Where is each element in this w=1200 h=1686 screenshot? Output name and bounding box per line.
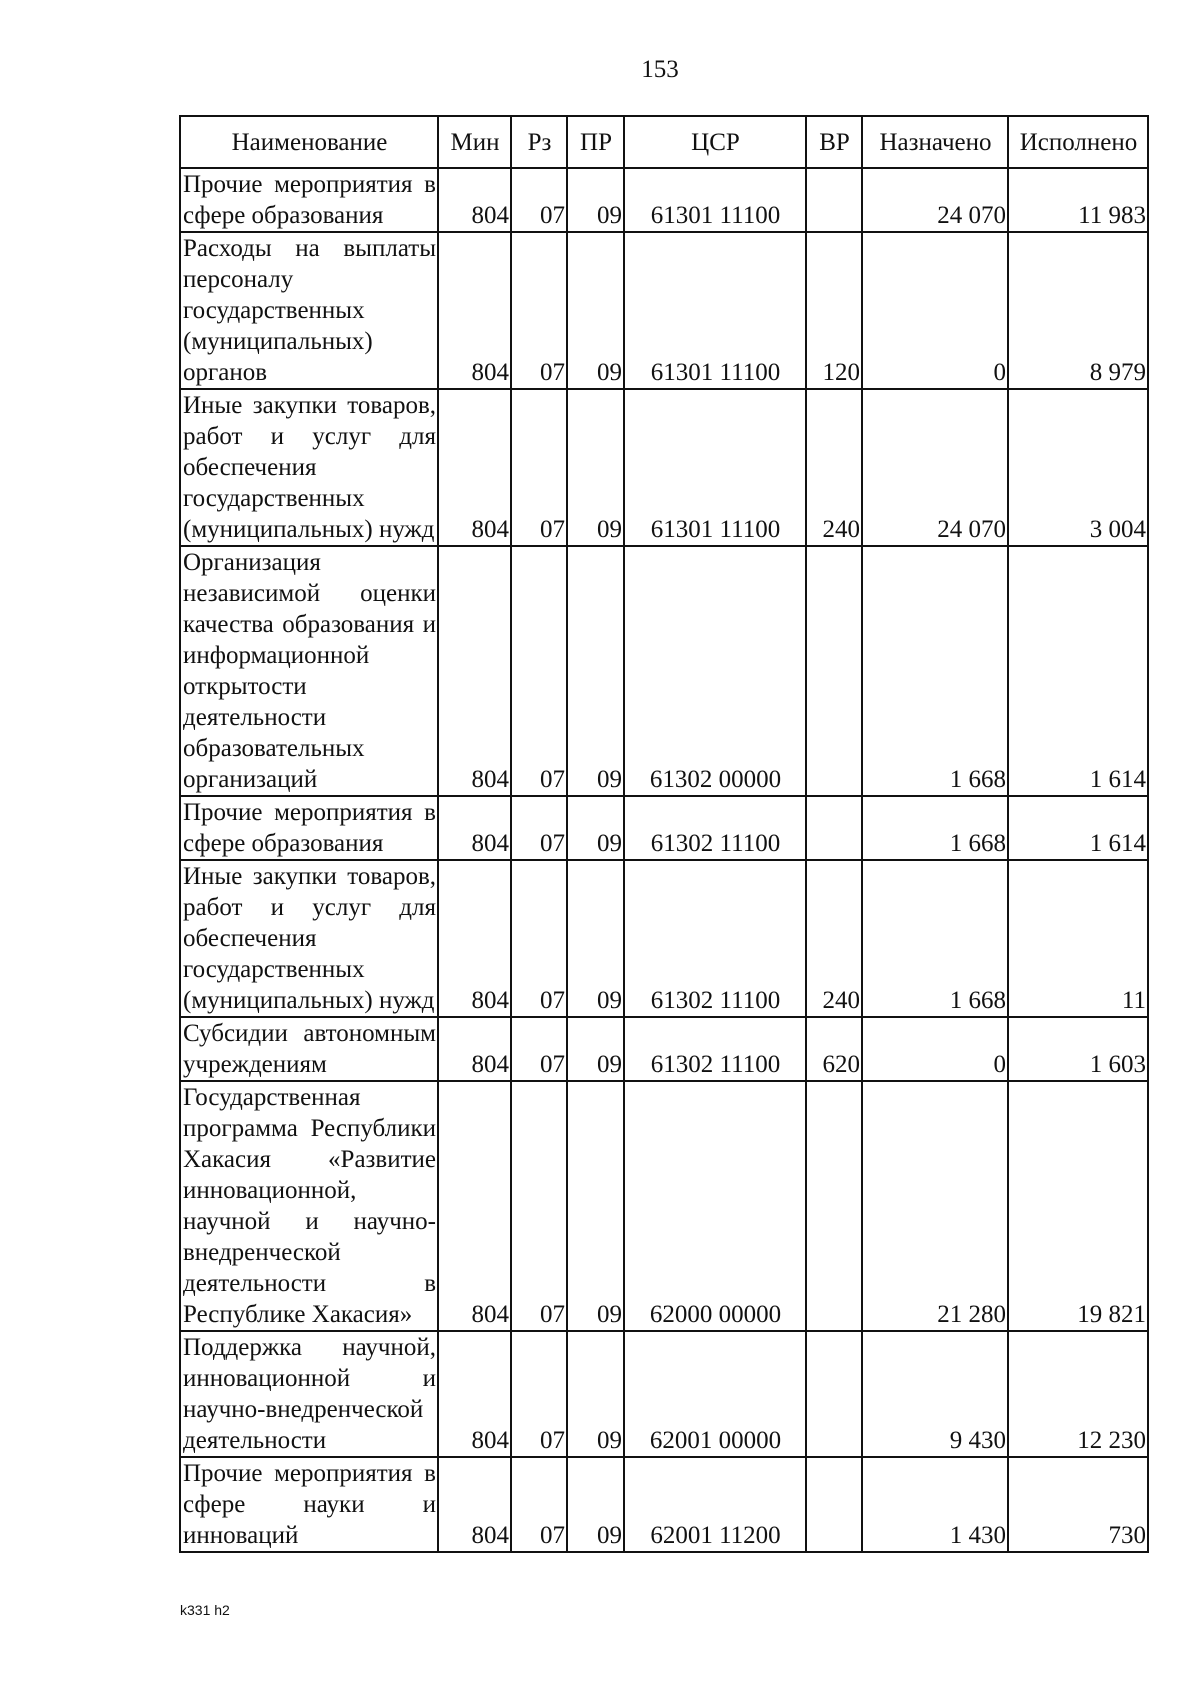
- row-executed: 8 979: [1008, 232, 1148, 389]
- row-rz: 07: [511, 168, 567, 232]
- row-csr: 62001 00000: [624, 1331, 806, 1457]
- table-row: [180, 168, 1148, 232]
- row-rz: 07: [511, 546, 567, 796]
- header-assigned: Назначено: [862, 116, 1008, 168]
- row-name: Государственная программа Республики Хакасия «Развитие инновационной, научной и научно-внедренческой деятельности в Республике Хакасия»: [180, 1081, 438, 1331]
- row-pr: 09: [567, 1081, 624, 1331]
- row-pr: 09: [567, 389, 624, 546]
- row-rz: 07: [511, 1081, 567, 1331]
- row-executed: 12 230: [1008, 1331, 1148, 1457]
- header-name: Наименование: [180, 116, 438, 168]
- row-min: 804: [438, 1331, 511, 1457]
- row-min: 804: [438, 389, 511, 546]
- row-pr: 09: [567, 546, 624, 796]
- row-csr: 61302 00000: [624, 546, 806, 796]
- row-rz: 07: [511, 232, 567, 389]
- table-row: [180, 860, 1148, 1017]
- row-rz: 07: [511, 389, 567, 546]
- footer-code: k331 h2: [180, 1602, 230, 1618]
- row-pr: 09: [567, 1457, 624, 1552]
- row-executed: 19 821: [1008, 1081, 1148, 1331]
- row-csr: 61302 11100: [624, 796, 806, 860]
- row-name: Иные закупки товаров, работ и услуг для обеспечения государственных (муниципальных) нужд: [180, 389, 438, 546]
- row-name: Прочие мероприятия в сфере образования: [180, 168, 438, 232]
- row-min: 804: [438, 796, 511, 860]
- row-vr: [806, 1081, 862, 1331]
- row-executed: 11: [1008, 860, 1148, 1017]
- row-assigned: 1 430: [862, 1457, 1008, 1552]
- row-vr: [806, 546, 862, 796]
- row-name: Поддержка научной, инновационной и научно-внедренческой деятельности: [180, 1331, 438, 1457]
- row-csr: 61301 11100: [624, 389, 806, 546]
- row-csr: 62001 11200: [624, 1457, 806, 1552]
- header-csr: ЦСР: [624, 116, 806, 168]
- row-name: Расходы на выплаты персоналу государственных (муниципальных) органов: [180, 232, 438, 389]
- row-executed: 1 614: [1008, 796, 1148, 860]
- table-row: [180, 546, 1148, 796]
- table-row: [180, 1081, 1148, 1331]
- row-rz: 07: [511, 860, 567, 1017]
- row-assigned: 0: [862, 1017, 1008, 1081]
- header-executed: Исполнено: [1008, 116, 1148, 168]
- row-min: 804: [438, 232, 511, 389]
- row-csr: 61301 11100: [624, 232, 806, 389]
- row-vr: [806, 168, 862, 232]
- row-executed: 11 983: [1008, 168, 1148, 232]
- row-vr: 620: [806, 1017, 862, 1081]
- header-pr: ПР: [567, 116, 624, 168]
- row-assigned: 21 280: [862, 1081, 1008, 1331]
- table-row: [180, 1331, 1148, 1457]
- row-min: 804: [438, 1457, 511, 1552]
- row-executed: 3 004: [1008, 389, 1148, 546]
- table-row: [180, 1017, 1148, 1081]
- header-rz: Рз: [511, 116, 567, 168]
- row-min: 804: [438, 1081, 511, 1331]
- row-vr: 120: [806, 232, 862, 389]
- row-assigned: 24 070: [862, 168, 1008, 232]
- row-assigned: 0: [862, 232, 1008, 389]
- row-name: Субсидии автономным учреждениям: [180, 1017, 438, 1081]
- row-min: 804: [438, 168, 511, 232]
- row-assigned: 1 668: [862, 546, 1008, 796]
- row-rz: 07: [511, 1457, 567, 1552]
- row-executed: 1 614: [1008, 546, 1148, 796]
- row-rz: 07: [511, 1017, 567, 1081]
- row-min: 804: [438, 546, 511, 796]
- row-csr: 61301 11100: [624, 168, 806, 232]
- page-number: 153: [641, 56, 679, 83]
- row-assigned: 1 668: [862, 796, 1008, 860]
- header-row: [180, 116, 1148, 168]
- row-vr: 240: [806, 860, 862, 1017]
- row-pr: 09: [567, 796, 624, 860]
- row-vr: 240: [806, 389, 862, 546]
- row-vr: [806, 1331, 862, 1457]
- table-row: [180, 232, 1148, 389]
- header-vr: ВР: [806, 116, 862, 168]
- row-executed: 1 603: [1008, 1017, 1148, 1081]
- row-rz: 07: [511, 1331, 567, 1457]
- row-csr: 61302 11100: [624, 860, 806, 1017]
- row-name: Организация независимой оценки качества образования и информационной открытости деятельности образовательных организаций: [180, 546, 438, 796]
- row-name: Прочие мероприятия в сфере образования: [180, 796, 438, 860]
- table-row: [180, 796, 1148, 860]
- row-assigned: 9 430: [862, 1331, 1008, 1457]
- row-min: 804: [438, 860, 511, 1017]
- row-min: 804: [438, 1017, 511, 1081]
- header-min: Мин: [438, 116, 511, 168]
- row-pr: 09: [567, 860, 624, 1017]
- budget-table: [179, 115, 1149, 1553]
- row-vr: [806, 796, 862, 860]
- row-csr: 62000 00000: [624, 1081, 806, 1331]
- row-csr: 61302 11100: [624, 1017, 806, 1081]
- row-rz: 07: [511, 796, 567, 860]
- row-pr: 09: [567, 168, 624, 232]
- row-assigned: 1 668: [862, 860, 1008, 1017]
- row-executed: 730: [1008, 1457, 1148, 1552]
- row-vr: [806, 1457, 862, 1552]
- row-pr: 09: [567, 232, 624, 389]
- table-row: [180, 1457, 1148, 1552]
- row-name: Прочие мероприятия в сфере науки и инноваций: [180, 1457, 438, 1552]
- row-name: Иные закупки товаров, работ и услуг для обеспечения государственных (муниципальных) нужд: [180, 860, 438, 1017]
- table-row: [180, 389, 1148, 546]
- row-assigned: 24 070: [862, 389, 1008, 546]
- row-pr: 09: [567, 1017, 624, 1081]
- row-pr: 09: [567, 1331, 624, 1457]
